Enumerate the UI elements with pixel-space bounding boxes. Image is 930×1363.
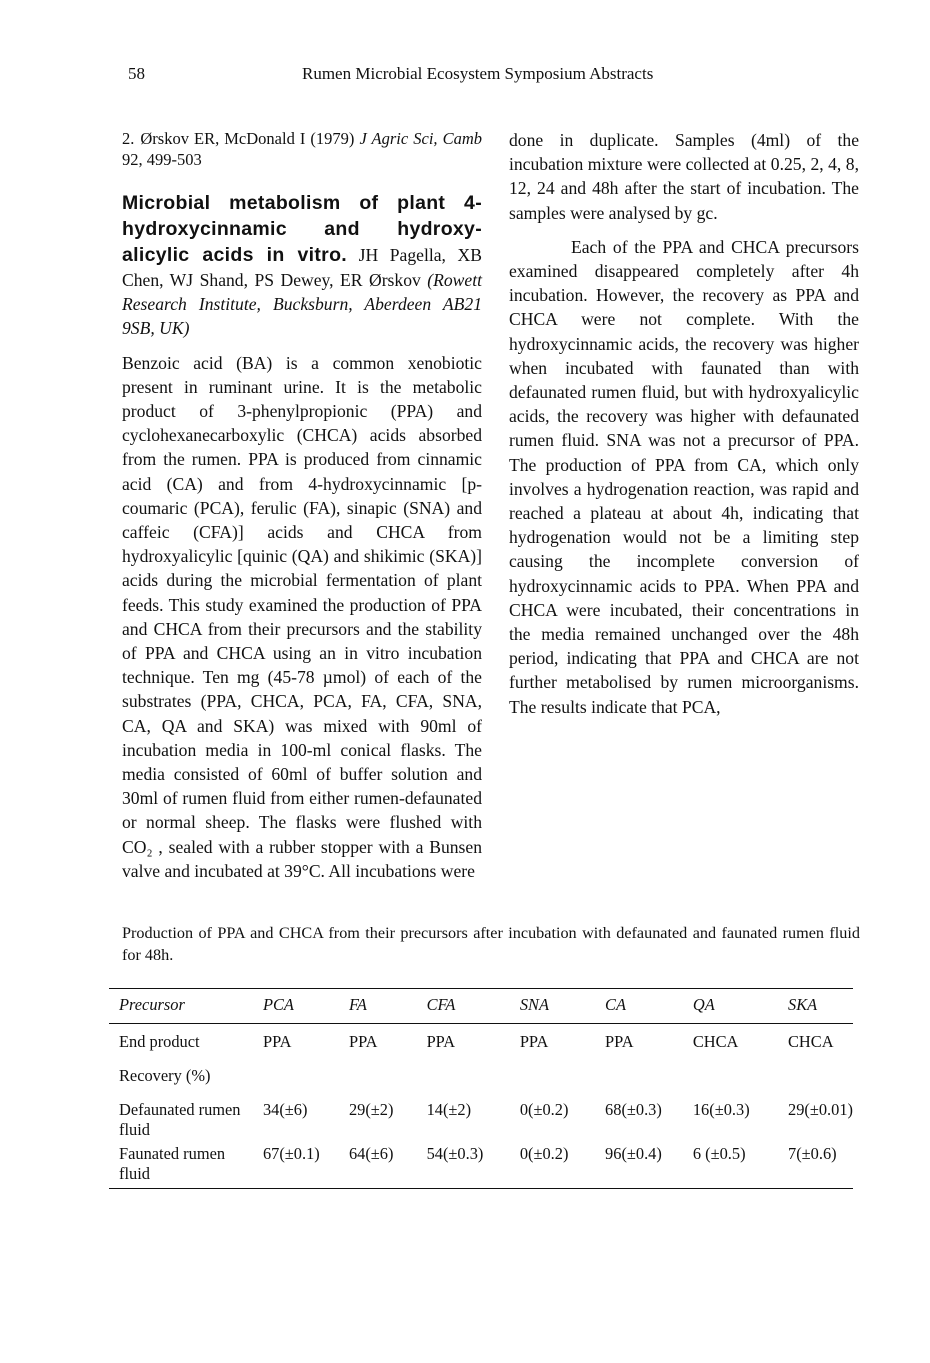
reference-entry (122, 128, 482, 170)
journal-title: Rumen Microbial Ecosystem Symposium Abstracts (302, 64, 654, 83)
table-caption: Production of PPA and CHCA from their precursors after incubation with defaunated and faunated rumen fluid for 48h. (122, 924, 860, 964)
table-cell: 54(±0.3) (417, 1140, 510, 1189)
table-cell: 29(±2) (348, 1100, 394, 1119)
table-cell: PPA (426, 1032, 456, 1051)
header-cell: QA (683, 989, 778, 1024)
header-cell: FA (339, 989, 417, 1024)
table-cell: 96(±0.4) (595, 1140, 683, 1189)
table-cell: CHCA (788, 1032, 834, 1051)
table-cell: 0(±0.2) (519, 1100, 569, 1119)
header-cell: CFA (417, 989, 510, 1024)
table-cell: CHCA (692, 1032, 739, 1051)
right-column (509, 128, 859, 719)
table-cell: PPA (605, 1032, 634, 1051)
table-cell: 64(±6) (339, 1140, 417, 1189)
table-row (109, 1052, 853, 1096)
table-cell: 7(±0.6) (778, 1140, 853, 1189)
table-cell: 68(±0.3) (605, 1100, 662, 1119)
table-row (109, 1024, 853, 1053)
page-number: 58 (128, 64, 145, 83)
table-cell: 0(±0.2) (510, 1140, 595, 1189)
table-cell: 16(±0.3) (692, 1100, 750, 1119)
header-cell: CA (595, 989, 683, 1024)
table-cell: PPA (519, 1032, 549, 1051)
table-cell: PPA (262, 1032, 292, 1051)
table-cell: Faunated rumen fluid (109, 1140, 253, 1189)
abstract-paragraph: Each of the PPA and CHCA precursors examined disappeared completely after 4h incubation. However, the recovery as PPA and CHCA were not complete. With the hydroxycinnamic acids, the recovery was higher when incubated with faunated than with defaunated rumen fluid, but with hydroxyalicylic acids, the recovery was higher with defaunated rumen fluid. SNA was not a precursor of PPA. The production of PPA from CA, which only involves a hydrogenation reaction, was rapid and reached a plateau at about 4h, indicating that hydrogenation would not be a limiting step causing the incomplete conversion of hydroxycinnamic acids to PPA. When PPA and CHCA were incubated, their concentrations in the media remained unchanged over the 48h period, indicating that PPA and CHCA are not further metabolised by rumen microorganisms. The results indicate that PCA, (509, 236, 859, 717)
reference-authors: Ørskov ER, McDonald I (1979) (140, 129, 360, 148)
table-cell: 67(±0.1) (253, 1140, 339, 1189)
header-cell: PCA (253, 989, 339, 1024)
table-cell: 14(±2) (426, 1100, 472, 1119)
table-cell: Recovery (%) (119, 1066, 211, 1085)
table-cell: 6 (±0.5) (683, 1140, 778, 1189)
article-heading (122, 190, 482, 341)
table-header-row (109, 989, 853, 1024)
results-table (109, 988, 853, 1189)
left-column (122, 128, 482, 883)
article-authors: JH Pagella, XB Chen, WJ Shand, PS Dewey, ER Ørskov (122, 245, 482, 290)
reference-number: 2. (122, 129, 135, 148)
table-cell: 34(±6) (262, 1100, 308, 1119)
article-title: Microbial metabolism of plant 4-hydroxycinnamic and hydroxy-alicylic acids in vitro. (122, 192, 482, 266)
article-affiliation: (Rowett Research Institute, Bucksburn, Aberdeen AB21 9SB, UK) (122, 270, 482, 339)
abstract-paragraph-continued: done in duplicate. Samples (4ml) of the incubation mixture were collected at 0.25, 2, 4, 8, 12, 24 and 48h after the start of incubation. The samples were analysed by gc. (509, 130, 859, 223)
table-cell: End product (119, 1032, 200, 1051)
table-row (109, 1140, 853, 1189)
header-cell: Precursor (109, 989, 253, 1024)
table-cell: Defaunated rumen fluid (119, 1100, 241, 1139)
table-cell: PPA (348, 1032, 378, 1051)
table-cell: 29(±0.01) (788, 1100, 853, 1119)
reference-journal: J Agric Sci, Camb (359, 129, 483, 148)
header-cell: SKA (778, 989, 853, 1024)
abstract-paragraph: Benzoic acid (BA) is a common xenobiotic present in ruminant urine. It is the metabolic product of 3-phenylpropionic (PPA) and cyclohexanecarboxylic (CHCA) acids absorbed from the rumen. PPA is produced from cinnamic acid (CA) and from 4-hydroxycinnamic [p-coumaric (PCA), ferulic (FA), sinapic (SNA) and caffeic (CFA)] acids and CHCA from hydroxyalicylic [quinic (QA) and shikimic (SKA)] acids during the microbial fermentation of plant feeds. This study examined the production of PPA and CHCA from their precursors and the stability of PPA and CHCA using an in vitro incubation technique. Ten mg (45-78 µmol) of each of the substrates (PPA, CHCA, PCA, FA, CFA, SNA, CA, QA and SKA) was mixed with 90ml of incubation media in 100-ml conical flasks. The media consisted of 60ml of buffer solution and 30ml of rumen fluid from either rumen-defaunated or normal sheep. The flasks were flushed with CO₂ , sealed with a rubber stopper with a Bunsen valve and incubated at 39°C. All incubations were (122, 352, 482, 881)
header-cell: SNA (510, 989, 595, 1024)
reference-volume: 92, 499-503 (122, 150, 202, 169)
table-row (109, 1096, 853, 1140)
